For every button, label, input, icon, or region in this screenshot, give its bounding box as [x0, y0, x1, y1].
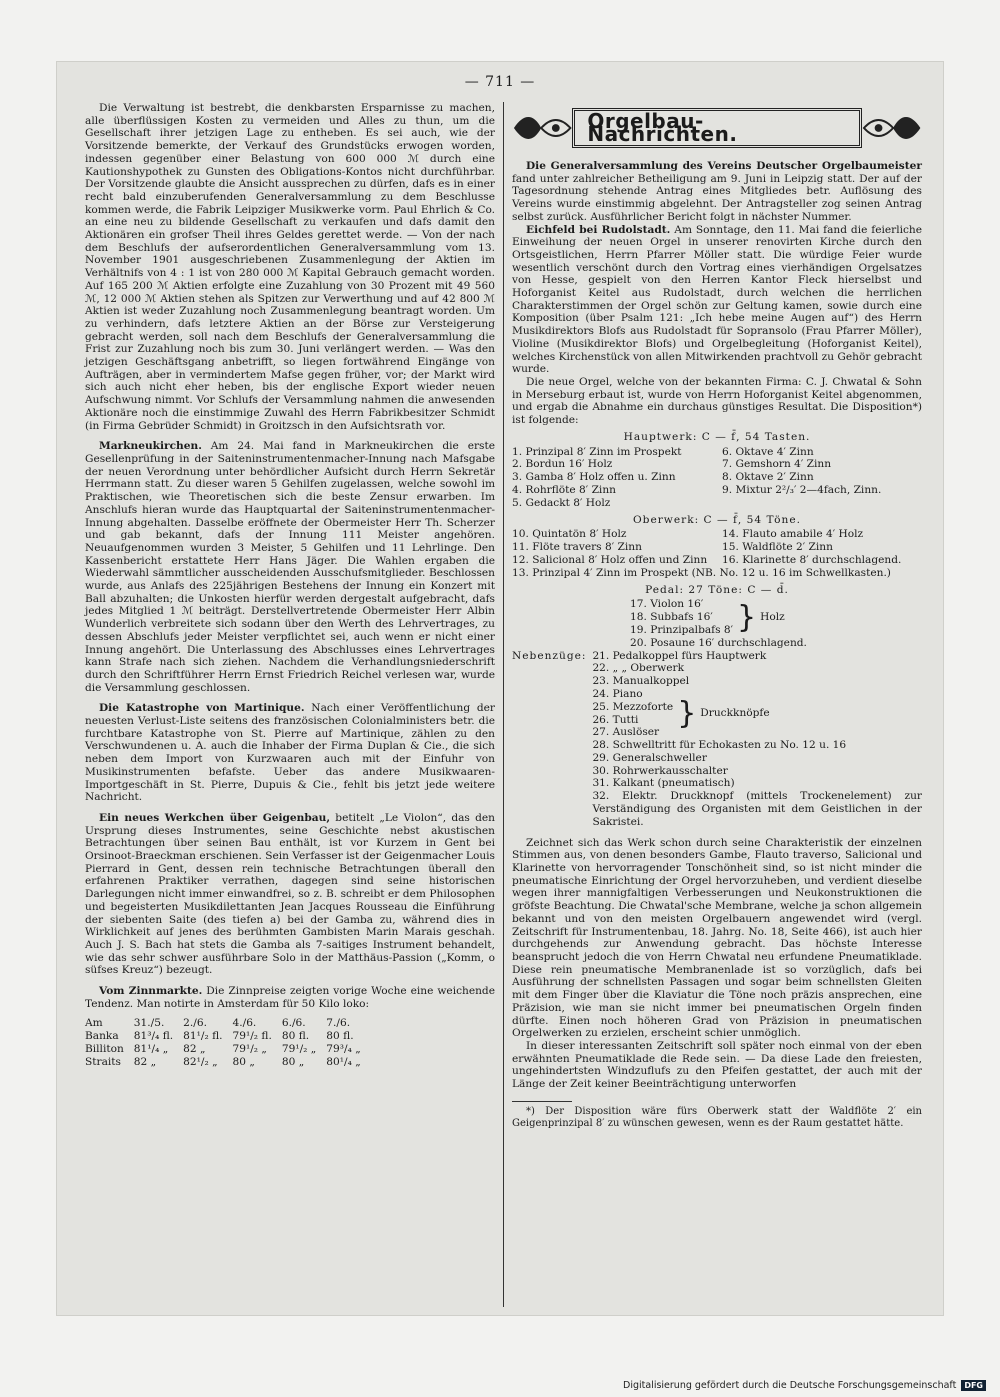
- stop-entry: 22. „ „ Oberwerk: [592, 662, 684, 675]
- table-cell: 82 „: [183, 1042, 206, 1055]
- table-cell: 79³/₄ „: [326, 1042, 361, 1055]
- stop-entry: 27. Auslöser: [592, 726, 660, 739]
- article-heading: Die Katastrophe von Martinique.: [99, 702, 305, 715]
- stop-entry: 17. Violon 16′: [630, 598, 704, 611]
- table-cell: 80 „: [281, 1055, 305, 1068]
- table-cell: 79¹/₂ fl.: [232, 1029, 272, 1042]
- stop-entry: 24. Piano: [592, 687, 643, 700]
- table-cell: 82 „: [133, 1055, 157, 1068]
- list-item: [512, 541, 922, 554]
- table-cell: 81¹/₂ fl.: [183, 1029, 223, 1042]
- stop-entry: 31. Kalkant (pneumatisch): [592, 777, 735, 790]
- article-zinnmarkt: [85, 985, 495, 1010]
- table-cell: Am: [85, 1016, 103, 1029]
- scanned-page: [57, 62, 943, 1315]
- table-cell: Banka: [85, 1029, 119, 1042]
- stop-entry: 16. Klarinette 8′ durchschlagend.: [722, 553, 902, 566]
- stop-entry: 3. Gamba 8′ Holz offen u. Zinn: [512, 471, 676, 484]
- table-cell: 79¹/₂ „: [232, 1042, 267, 1055]
- table-cell: Billiton: [85, 1042, 124, 1055]
- stop-entry: 11. Flöte travers 8′ Zinn: [512, 541, 642, 554]
- ornament-left-icon: [512, 111, 572, 145]
- list-item: [512, 484, 922, 497]
- stop-entry: 10. Quintatön 8′ Holz: [512, 528, 627, 541]
- table-header-row: [85, 1017, 371, 1030]
- table-cell: 79¹/₂ „: [281, 1042, 317, 1055]
- stop-entry: 1. Prinzipal 8′ Zinn im Prospekt: [512, 445, 682, 458]
- article-heading: Markneukirchen.: [99, 440, 202, 453]
- dfg-logo: DFG: [961, 1380, 986, 1391]
- article-eichfeld: [512, 224, 922, 376]
- article-generalversammlung: [512, 160, 922, 224]
- stop-entry: 21. Pedalkoppel fürs Hauptwerk: [592, 649, 767, 662]
- nebenzuege-label: Nebenzüge:: [512, 649, 587, 662]
- banner-title: Orgelbau-Nachrichten.: [572, 108, 861, 147]
- stop-entry: 29. Generalschweller: [592, 751, 707, 764]
- article-markneukirchen: [85, 440, 495, 694]
- stop-entry: 30. Rohrwerkausschalter: [592, 764, 728, 777]
- stop-entry: 18. Subbafs 16′: [630, 611, 713, 624]
- stop-entry: 26. Tutti: [592, 713, 639, 726]
- table-cell: 4./6.: [232, 1016, 257, 1029]
- table-cell: 81¹/₄ „: [133, 1042, 169, 1055]
- article-geigenbau: [85, 812, 495, 977]
- pedal-title: Pedal: 27 Töne: C — d̄.: [645, 583, 789, 596]
- article-heading: Die Generalversammlung des Vereins Deutscher Orgelbaumeister: [526, 160, 922, 172]
- pedal-brace-group: [630, 598, 922, 636]
- oberwerk-title: Oberwerk: C — f̄, 54 Töne.: [633, 513, 801, 526]
- right-column: [512, 102, 922, 1130]
- brace-icon: }: [677, 695, 697, 731]
- article-martinique: [85, 702, 495, 804]
- stop-entry: 9. Mixtur 2²/₃′ 2—4fach, Zinn.: [722, 483, 882, 496]
- stop-entry: 19. Prinzipalbafs 8′: [630, 623, 734, 636]
- article-heading: Ein neues Werkchen über Geigenbau,: [99, 811, 331, 824]
- table-row: [85, 1043, 371, 1056]
- stop-entry: 20. Posaune 16′ durchschlagend.: [630, 636, 807, 649]
- article-body: Nach einer Veröffentlichung der neuesten Verlust-Liste seitens des französischen Colonialministers betr. die furchtbare Katastrophe von St. Pierre auf Martinique, zählen zu den Verschwundenen u. A. auch die Inhaber der Firma Duplan & Cie., die sich neben dem Import von Kurzwaaren auch mit der Einfuhr von Musikinstrumenten befafste. Ueber das andere Musikwaaren-Importgeschäft in St. Pierre, Dupuis & Cie., fehlt bis jetzt jede weitere Nachricht.: [85, 702, 495, 804]
- table-cell: 80 fl.: [326, 1029, 354, 1042]
- brace-icon: }: [737, 599, 757, 635]
- article-body: Am Sonntage, den 11. Mai fand die feierliche Einweihung der neuen Orgel in unserer renovirten Kirche durch den Ortsgeistlichen, Herrn Pfarrer Möller statt. Die würdige Feier wurde wesentlich verschönt durch den Vortrag eines vierhändigen Orgelsatzes von Hesse, gespielt von den Herren Kantor Fleck hierselbst und Hoforganist Keitel aus Rudolstadt, durch welchen die herrlichen Charakterstimmen der Orgel schön zur Geltung kamen, sowie durch eine Komposition (über Psalm 121: „Ich hebe meine Augen auf“) des Herrn Musikdirektors Blofs aus Rudolstadt für Sopransolo (Frau Pfarrer Möller), Violine (Musikdirektor Blofs) und Orgelbegleitung (Hoforganist Keitel), welches Kirchenstück von allen Mitwirkenden prachtvoll zu Gehör gebracht wurde.: [512, 223, 922, 376]
- column-divider: [503, 102, 504, 1307]
- table-row: [85, 1056, 371, 1069]
- stop-entry: 5. Gedackt 8′ Holz: [512, 496, 611, 509]
- credit-text: Digitalisierung gefördert durch die Deutsche Forschungsgemeinschaft: [623, 1380, 957, 1391]
- table-cell: 80 „: [232, 1055, 255, 1068]
- left-column: [85, 102, 495, 1069]
- list-item: 13. Prinzipal 4′ Zinn im Prospekt (NB. No. 12 u. 16 im Schwellkasten.): [512, 566, 891, 579]
- paragraph-verwaltung: Die Verwaltung ist bestrebt, die denkbarsten Ersparnisse zu machen, alle überflüssigen Kosten zu vermeiden und Alles zu thun, um die Gesellschaft ihrer jetzigen Lage zu entheben. Es sei auch, wie der Vorsitzende bemerkte, der Verkauf des Grundstücks erwogen worden, indessen gegenüber einer Belastung von 600 000 ℳ durch eine Kautionshypothek zu Gunsten des Obligations-Kontos nicht durchführbar. Der Vorsitzende glaubte die Ansicht aussprechen zu dürfen, dafs es in einer recht bald einzuberufenden Generalversammlung zu dem Beschlusse kommen werde, die Fabrik Leipziger Musikwerke vorm. Paul Ehrlich & Co. an eine neu zu bildende Gesellschaft zu verkaufen und dafs damit den Aktionären ein grofser Theil ihres Geldes gerettet werde. — Von der nach dem Beschlufs der aufserordentlichen Generalversammlung vom 13. November 1901 ausgeschriebenen Zusammenlegung der Aktien im Verhältnifs von 4 : 1 ist von 280 000 ℳ Kapital Gebrauch gemacht worden. Auf 165 200 ℳ Aktien erfolgte eine Zuzahlung von 30 Prozent mit 49 560 ℳ, 12 000 ℳ Aktien stehen als Spitzen zur Verwerthung und auf 42 800 ℳ Aktien ist weder Zuzahlung noch Zusammenlegung beantragt worden. Um zu verhindern, dafs letztere Aktien an der Börse zur Versteigerung gebracht werden, soll nach dem Beschlufs der Generalversammlung die Frist zur Zuzahlung noch bis zum 30. Juni verlängert werden. — Was den jetzigen Geschäftsgang anbetrifft, so liegen fortwährend Eingänge von Aufträgen, aber in vermindertem Mafse gegen früher, vor; der Markt wird sich auch nicht eher heben, bis der englische Export wieder neuen Aufschwung nimmt. Vor Schlufs der Versammlung nahmen die anwesenden Aktionäre noch die einstimmige Zuwahl des Herrn Fabrikbesitzer Schmidt (in Firma Gebrüder Schmidt) in Groitzsch in den Aufsichtsrath vor.: [85, 102, 495, 432]
- list-item: [512, 497, 922, 510]
- footnote: *) Der Disposition wäre fürs Oberwerk statt der Waldflöte 2′ ein Geigenprinzipal 8′ zu wünschen gewesen, wenn es der Raum gestattet hätte.: [512, 1105, 922, 1129]
- paragraph-neue-orgel: Die neue Orgel, welche von der bekannten Firma: C. J. Chwatal & Sohn in Merseburg erbaut ist, wurde von Herrn Hoforganist Keitel abgenommen, und ergab die Abnahme ein durchaus günstiges Resultat. Die Disposition*) ist folgende:: [512, 375, 922, 427]
- page-number: — 711 —: [464, 74, 536, 90]
- list-item: [512, 528, 922, 541]
- stop-entry: 12. Salicional 8′ Holz offen und Zinn: [512, 553, 708, 566]
- stop-entry: 6. Oktave 4′ Zinn: [722, 445, 814, 458]
- table-cell: 7./6.: [326, 1016, 351, 1029]
- stop-entry: 7. Gemshorn 4′ Zinn: [722, 458, 832, 471]
- brace-label: Druckknöpfe: [700, 707, 770, 720]
- stop-entry: 25. Mezzoforte: [592, 700, 674, 713]
- ornament-right-icon: [862, 111, 922, 145]
- table-cell: 81³/₄ fl.: [133, 1029, 174, 1042]
- table-cell: 31./5.: [133, 1016, 165, 1029]
- table-cell: 2./6.: [183, 1016, 207, 1029]
- nebenzuege-block: [512, 650, 922, 829]
- stop-entry: 28. Schwelltritt für Echokasten zu No. 12 u. 16: [592, 739, 847, 752]
- section-banner: [512, 106, 922, 150]
- article-body: betitelt „Le Violon“, das den Ursprung dieses Instrumentes, seine Geschichte nebst akustischen Betrachtungen über seinen Bau enthält, ist vor Kurzem in Gent bei Orsinoot-Braeckman erschienen. Sein Verfasser ist der Geigenmacher Louis Pierrard in Gent, dessen rein technische Betrachtungen überall den erfahrenen Praktiker verrathen, dagegen sind seine historischen Darlegungen nicht immer einwandfrei, so z. B. schreibt er dem Philosophen und begeisterten Musikdilettanten Jean Jacques Rousseau die Einführung der siebenten Saite (des tiefen a) bei der Gamba zu, während dies in Wirklichkeit auf jenes des berühmten Gambisten Marin Marais geschah. Auch J. S. Bach hat stets die Gamba als 7-saitiges Instrument behandelt, wie das sehr schwer ausführbare Solo in der Matthäus-Passion („Komm, o süfses Kreuz“) bezeugt.: [85, 811, 495, 977]
- stop-entry: 32. Elektr. Druckknopf (mittels Trockenelement) zur Verständigung des Organisten mit dem Geistlichen in der Sakristei.: [592, 790, 922, 828]
- brace-label: Holz: [760, 611, 785, 624]
- hauptwerk-title: Hauptwerk: C — f̄, 54 Tasten.: [623, 430, 811, 443]
- list-item: [512, 446, 922, 459]
- stop-entry: 4. Rohrflöte 8′ Zinn: [512, 483, 616, 496]
- stop-entry: 23. Manualkoppel: [592, 675, 690, 688]
- stop-entry: 8. Oktave 2′ Zinn: [722, 471, 814, 484]
- article-body: fand unter zahlreicher Betheiligung am 9. Juni in Leipzig statt. Der auf der Tagesordnung stehende Antrag eines Mitgliedes betr. Auflösung des Vereins wurde einstimmig abgelehnt. Der Antragsteller zog seinen Antrag selbst zurück. Ausführlicher Bericht folgt in nächster Nummer.: [512, 172, 922, 223]
- article-body: Am 24. Mai fand in Markneukirchen die erste Gesellenprüfung in der Saiteninstrumentenmacher-Innung nach Mafsgabe der neuen Verordnung unter behördlicher Aufsicht durch Herrn Sekretär Herrmann statt. Zu dieser waren 5 Gehilfen zugelassen, welche sowohl im Praktischen, wie Theoretischen sich die beste Zensur erwarben. Im Anschlufs hieran wurde das Hauptquartal der Saiteninstrumentenmacher-Innung abgehalten. Dasselbe eröffnete der Obermeister Herr Th. Scherzer und gab bekannt, dafs der Innung 111 Meister angehören. Neuaufgenommen wurden 3 Meister, 5 Gehilfen und 11 Lehrlinge. Den Kassenbericht erstattete Herr Hans Jäger. Die Wahlen ergaben die Wiederwahl sämmtlicher ausscheidenden Ausschufsmitglieder. Beschlossen wurde, aus Anlafs des 225jährigen Bestehens der Innung ein Konzert mit Ball abzuhalten; die Unkosten hierfür werden dergestalt aufgebracht, dafs jedes Mitglied 1 ℳ beiträgt. Derstellvertretende Obermeister Herr Albin Wunderlich verbreitete sich sodann über den Werth des Lehrvertrages, zu dessen Abschlufs jeder Meister verpflichtet sei, auch wenn er nicht einer Innung angehört. Die Unterlassung des Abschlusses eines Lehrvertrages kann Strafe nach sich ziehen. Nachdem die Verhandlungsniederschrift durch den Schriftführer Herrn Ernst Friedrich Reichel verlesen war, wurde die Versammlung geschlossen.: [85, 440, 495, 694]
- organ-disposition: [512, 431, 922, 829]
- table-cell: 82¹/₂ „: [183, 1055, 218, 1068]
- stop-entry: [722, 497, 922, 510]
- table-row: [85, 1030, 371, 1043]
- stop-entry: 15. Waldflöte 2′ Zinn: [722, 541, 833, 554]
- paragraph-interessant: In dieser interessanten Zeitschrift soll später noch einmal von der eben erwähnten Pneumatiklade die Rede sein. — Da diese Lade den freiesten, ungehindertsten Windzuflufs zu den Pfeifen gestattet, der auch mit der Länge der Zeit keiner Beeinträchtigung unterworfen: [512, 1039, 922, 1091]
- table-cell: 6./6.: [281, 1016, 306, 1029]
- article-heading: Eichfeld bei Rudolstadt.: [526, 223, 671, 236]
- list-item: [512, 554, 922, 567]
- list-item: [512, 458, 922, 471]
- stop-entry: 2. Bordun 16′ Holz: [512, 458, 613, 471]
- dfg-credit: [623, 1380, 986, 1391]
- list-item: [512, 471, 922, 484]
- footnote-divider: [512, 1101, 572, 1102]
- article-body: Die Zinnpreise zeigten vorige Woche eine weichende Tendenz. Man notirte in Amsterdam für 50 Kilo loko:: [85, 985, 495, 1010]
- druckknoepfe-brace-group: [592, 688, 922, 739]
- tin-price-table: [85, 1017, 495, 1069]
- paragraph-zeichnet: Zeichnet sich das Werk schon durch seine Charakteristik der einzelnen Stimmen aus, von denen besonders Gambe, Flauto traverso, Salicional und Klarinette von hervorragender Tonschönheit sind, so ist nicht minder die pneumatische Einrichtung der Orgel hervorzuheben, und verdient dieselbe wegen ihrer mannigfaltigen Verbesserungen und Neukonstruktionen die gröfste Beachtung. Die Chwatal'sche Membrane, welche ja schon allgemein bekannt und von den meisten Orgelbauern angewendet wird (vergl. Zeitschrift für Instrumentenbau, 18. Jahrg. No. 18, Seite 466), ist auch hier durchgehends zur Anwendung gebracht. Das höchste Interesse beansprucht jedoch die von Herrn Chwatal neu erfundene Pneumatiklade. Diese rein pneumatische Membranenlade ist so vorzüglich, dafs bei Ausführung der schnellsten Passagen und sogar beim schnellsten Gleiten mit dem Finger über die Klaviatur die Töne noch präzis ansprechen, eine Präzision, wie man sie nicht immer bei pneumatischen Orgeln finden dürfte. Einen noch höheren Grad von Präzision in pneumatischen Orgelwerken zu erzielen, erscheint schier unmöglich.: [512, 836, 922, 1040]
- table-cell: 80 fl.: [281, 1029, 310, 1042]
- article-heading: Vom Zinnmarkte.: [99, 985, 203, 998]
- table-cell: Straits: [85, 1055, 121, 1068]
- table-cell: 80¹/₄ „: [326, 1055, 361, 1068]
- stop-entry: 14. Flauto amabile 4′ Holz: [722, 528, 864, 541]
